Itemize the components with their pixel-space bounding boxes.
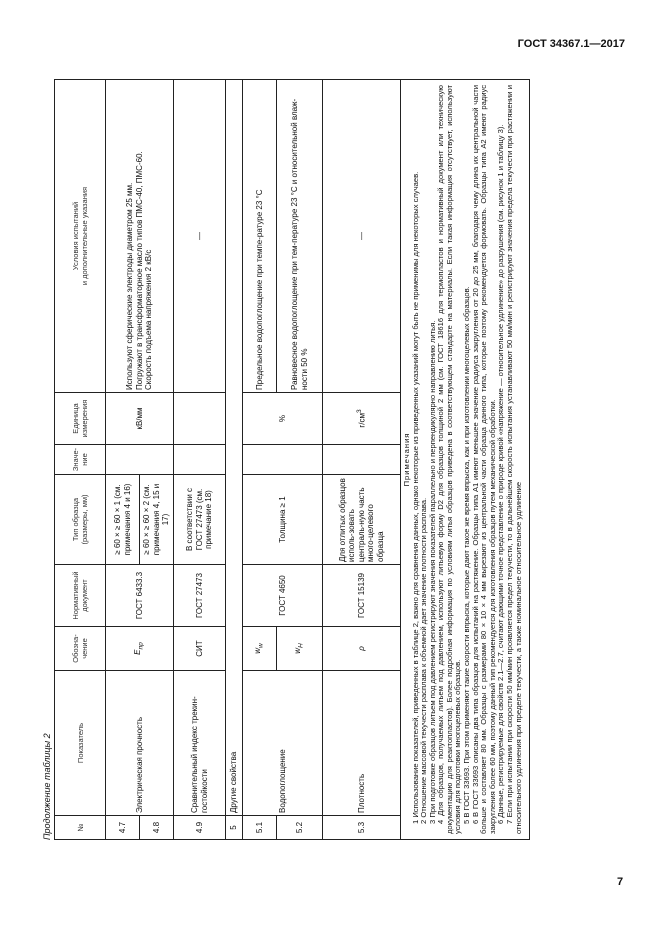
note-item: 5 В ГОСТ 33693. При этом применяют такие скорости впрыска, которые дают такое же время впрыска, как и при изготовлении многоцелевых образцов. [462, 286, 472, 824]
property-symbol: СИТ [174, 627, 226, 671]
test-conditions: Равновесное водопоглощение при тем-пературе 23 °С и относительной влаж-ности 50 % [277, 80, 323, 393]
condition-line: Погружают в трансформаторное масло типов ПМС-40, ПМС-60. [134, 151, 144, 390]
value-cell [323, 445, 401, 475]
property-name: Сравнительный индекс трекин-гостойкости [174, 671, 226, 816]
header-cell: № [55, 816, 106, 840]
specimen-type: Для отлитых образцов исполь-зовать централь-ную часть много-целевого образца [323, 475, 401, 565]
properties-table [54, 79, 530, 840]
value-cell [106, 445, 174, 475]
specimen-type: ≥ 60 × ≥ 60 × 2 (см. примечания 4, 15 и 17) [140, 475, 174, 565]
header-cell: Значе- ние [55, 445, 106, 475]
unit: кВ/мм [106, 393, 174, 445]
property-symbol: $E_{пр}$ [106, 627, 174, 671]
note-item: 7 Если при испытании при скорости 50 мм/мин проявляется предел текучести, то в дальнейшем скорость испытания устанавливают 50 мм/мин и регистрируют значения предела текучести при растяжении и относительного удлинения при пределе текучести, а также номинальное относительное удлинение [504, 85, 523, 834]
header-cell: Условия испытаний и дополнительные указания [55, 80, 106, 393]
row-number: 4.9 [174, 816, 226, 840]
table-row [243, 80, 277, 840]
header-cell: Единица измерения [55, 393, 106, 445]
note-item: 6 В ГОСТ 33693 описаны два типа образцов для испытаний на растяжение. Образцы типа А1 имеют меньшее значение радиуса закругления от 20 до 25 мм, благодаря чему длина их центральной части больше и составляет 80 мм. Образцы с размерами 80 × 10 × 4 мм вырезают из центральной части образца данного типа, которые поэтому рекомендуется формовать. Образцы типа А2 имеют радиус закругления более 60 мм, поэтому данный тип рекомендуется для изготовления образцов путем механической обработки. [470, 85, 497, 834]
note-item: 1 Использование показателей, приведенных в таблице 2, важно для сравнения данных, однако некоторые из приведенных указаний могут быть не применимы для некоторых случаев. [410, 171, 420, 824]
table-row [323, 80, 401, 840]
value-cell [174, 445, 226, 475]
row-number: 4.8 [140, 816, 174, 840]
specimen-type: Толщина ≥ 1 [243, 475, 323, 565]
specimen-type: В соответствии с ГОСТ 27473 (см. примечание 18) [174, 475, 226, 565]
table-header-row [55, 80, 106, 840]
value-cell [243, 445, 323, 475]
row-number: 5.2 [277, 816, 323, 840]
header-cell: Обозна- чение [55, 627, 106, 671]
header-cell: Показатель [55, 671, 106, 816]
table-row [106, 80, 140, 840]
note-item: 2 Отношение массовой текучести расплава к объемной дает значение плотности расплава. [419, 497, 429, 824]
test-conditions: — [323, 80, 401, 393]
row-number: 5 [226, 816, 243, 840]
normative-doc: ГОСТ 15139 [323, 565, 401, 627]
notes-title: Примечания [402, 432, 411, 487]
header-cell: Нормативный документ [55, 565, 106, 627]
note-item: 6 Данные, регистрируемые для свойств 2.1—2.7, считают дающими точное представление о природе кривой «напряжение — относительное удлинение» до разрушения (см. рисунок 1 и таблицу 3). [496, 124, 506, 824]
property-symbol: $w_w$ [243, 627, 277, 671]
note-item: 4 Для образцов, получаемых литьем под давлением, используют литьевую форму D2 для образцов толщиной 2 мм (см. ГОСТ 18616 для термопластов и нормативный документ или техническую документацию для реактопластов). Более подробная информация по условиям литья образцов приведена в соответствующем стандарте на материалы. Если такая информация отсутствует, используют условия для подготовки многоцелевых образцов. [436, 85, 463, 834]
table-row [226, 80, 243, 840]
notes-block [401, 80, 530, 840]
row-number: 5.1 [243, 816, 277, 840]
rotated-table-block [42, 80, 627, 840]
page-number: 7 [617, 876, 624, 888]
unit: % [243, 393, 323, 445]
property-name: Электрическая прочность [106, 671, 174, 816]
condition-line: Скорость подъема напряжения 2 кВ/с [144, 249, 154, 390]
property-symbol: $w_H$ [277, 627, 323, 671]
unit: $г/см^3$ [323, 393, 401, 445]
row-number: 5.3 [323, 816, 401, 840]
test-conditions [106, 80, 174, 393]
test-conditions: — [174, 80, 226, 393]
specimen-type: ≥ 60 × ≥ 60 × 1 (см. примечания 4 и 16) [106, 475, 140, 565]
note-item: 3 При подготовке образцов литьем под давлением регистрируют значения показателей параллельно и перпендикулярно направлению литья. [427, 320, 437, 824]
normative-doc: ГОСТ 6433.3 [106, 565, 174, 627]
property-name: Водопоглощение [243, 671, 323, 816]
property-name: Плотность [323, 671, 401, 816]
test-conditions: Предельное водопоглощение при темпе-ратуре 23 °С [243, 80, 277, 393]
header-cell: Тип образца (размеры, мм) [55, 475, 106, 565]
normative-doc: ГОСТ 4650 [243, 565, 323, 627]
property-symbol: ρ [323, 627, 401, 671]
normative-doc: ГОСТ 27473 [174, 565, 226, 627]
table-row [174, 80, 226, 840]
condition-line: Используют сферические электроды диаметром 25 мм. [125, 182, 135, 390]
section-title: Другие свойства [226, 80, 243, 816]
notes-row [401, 80, 530, 840]
table-caption: Продолжение таблицы 2 [42, 733, 52, 840]
unit [174, 393, 226, 445]
row-number: 4.7 [106, 816, 140, 840]
document-header: ГОСТ 34367.1—2017 [517, 38, 625, 50]
